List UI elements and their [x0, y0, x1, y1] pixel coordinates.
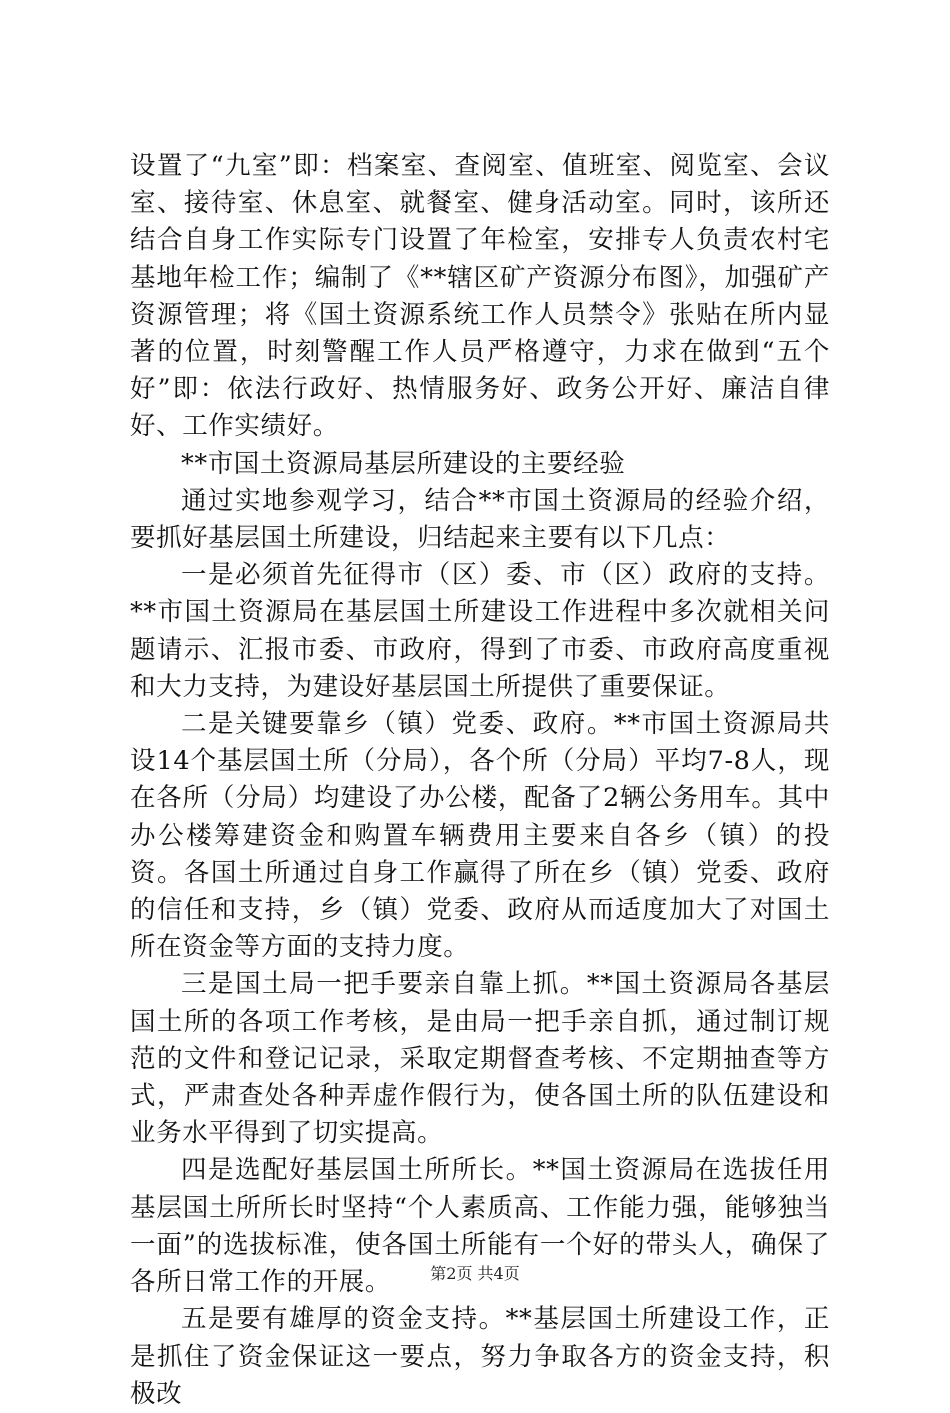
paragraph-point-four: 四是选配好基层国土所所长。**国土资源局在选拔任用基层国土所所长时坚持“个人素质高、工作能力强，能够独当一面”的选拔标准，使各国土所能有一个好的带头人，确保了各所日常工作的开展。 [130, 1155, 830, 1298]
paragraph-point-five: 五是要有雄厚的资金支持。**基层国土所建设工作，正是抓住了资金保证这一要点，努力争取各方的资金支持，积极改 [130, 1304, 830, 1409]
paragraph-intro: 通过实地参观学习，结合**市国土资源局的经验介绍，要抓好基层国土所建设，归结起来主要有以下几点： [130, 485, 830, 554]
page-number: 第2页 共4页 [430, 1264, 520, 1283]
paragraph-point-three: 三是国土局一把手要亲自靠上抓。**国土资源局各基层国土所的各项工作考核，是由局一把手亲自抓，通过制订规范的文件和登记记录，采取定期督查考核、不定期抽查等方式，严肃查处各种弄虚作假行为，使各国土所的队伍建设和业务水平得到了切实提高。 [130, 969, 830, 1149]
paragraph-nine-rooms: 设置了“九室”即：档案室、查阅室、值班室、阅览室、会议室、接待室、休息室、就餐室、健身活动室。同时，该所还结合自身工作实际专门设置了年检室，安排专人负责农村宅基地年检工作；编制了《**辖区矿产资源分布图》，加强矿产资源管理；将《国土资源系统工作人员禁令》张贴在所内显著的位置，时刻警醒工作人员严格遵守，力求在做到“五个好”即：依法行政好、热情服务好、政务公开好、廉洁自律好、工作实绩好。 [130, 151, 830, 442]
paragraph-point-one: 一是必须首先征得市（区）委、市（区）政府的支持。**市国土资源局在基层国土所建设工作进程中多次就相关问题请示、汇报市委、市政府，得到了市委、市政府高度重视和大力支持，为建设好基层国土所提供了重要保证。 [130, 560, 830, 702]
section-heading: **市国土资源局基层所建设的主要经验 [181, 448, 626, 479]
document-body [130, 148, 830, 1413]
paragraph-point-two: 二是关键要靠乡（镇）党委、政府。**市国土资源局共设14个基层国土所（分局），各个所（分局）平均7-8人，现在各所（分局）均建设了办公楼，配备了2辆公务用车。其中办公楼筹建资金和购置车辆费用主要来自各乡（镇）的投资。各国土所通过自身工作赢得了所在乡（镇）党委、政府的信任和支持，乡（镇）党委、政府从而适度加大了对国土所在资金等方面的支持力度。 [130, 709, 830, 963]
